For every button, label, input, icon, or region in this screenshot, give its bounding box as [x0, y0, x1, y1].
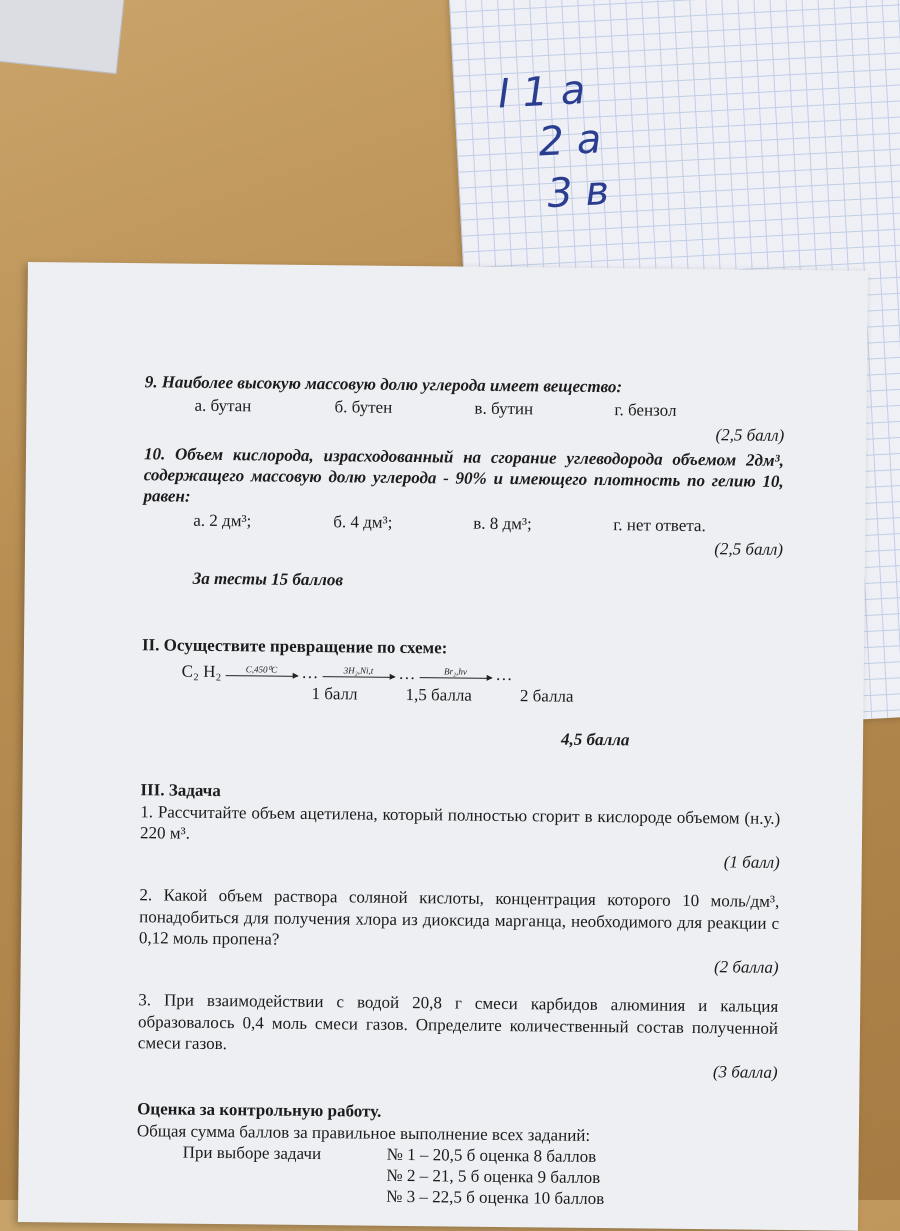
scheme-point: 1,5 балла: [405, 684, 473, 705]
question-9-points: (2,5 балл): [715, 424, 785, 445]
task-1: [140, 801, 781, 873]
arrow-1-label: C,450⁰C: [245, 663, 278, 675]
scheme-start: C₂ H₂: [181, 661, 222, 681]
task-text: 1. Рассчитайте объем ацетилена, который полностью сгорит в кислороде объемом (н.у.) 220 м³.: [139, 801, 781, 843]
question-10-title: 10. Объем кислорода, израсходованный на сгорание углеводорода объемом 2дм³, содержащего массовую долю углерода - 90% и имеющего плотность по гелию 10, равен:: [143, 443, 785, 506]
question-10-points: (2,5 балл): [714, 538, 784, 559]
grade-value: № 1 – 20,5 б оценка 8 баллов: [386, 1144, 597, 1166]
section-2: [141, 634, 782, 752]
grading-choice-label: При выборе задачи: [182, 1142, 322, 1163]
question-9: [144, 371, 785, 445]
grading-section: [136, 1098, 777, 1211]
question-9-title: 9. Наиболее высокую массовую долю углерода имеет вещество:: [144, 372, 623, 397]
task-text: 3. При взаимодействии с водой 20,8 г смеси карбидов алюминия и кальция образовалось 0,4 моль смеси газов. Определите количественный состав полученной смеси газов.: [137, 990, 779, 1053]
question-10: [143, 443, 784, 560]
option: а. бутан: [194, 396, 252, 416]
exam-content: [136, 371, 785, 1211]
arrow-icon: [419, 677, 491, 679]
section-2-total: 4,5 балла: [560, 729, 630, 750]
arrow-2: [322, 665, 394, 684]
scheme-point: 1 балл: [311, 683, 358, 704]
scheme-point: 2 балла: [519, 685, 574, 706]
arrow-icon: [322, 676, 394, 678]
option: б. бутен: [334, 397, 393, 418]
reaction-scheme: [182, 660, 782, 688]
background-paper-corner: [0, 0, 127, 74]
scheme-ellipsis: …: [398, 663, 416, 683]
task-points: (2 балла): [713, 957, 779, 977]
option: а. 2 дм³;: [193, 510, 252, 530]
arrow-2-label: 3H₂,Ni,t: [343, 664, 374, 676]
section-3-title: III. Задача: [140, 780, 221, 801]
arrow-icon: [225, 675, 297, 677]
task-points: (3 балла): [712, 1062, 778, 1082]
section-3: [137, 779, 780, 1083]
option: г. нет ответа.: [613, 514, 706, 535]
arrow-3: [419, 666, 491, 685]
option: г. бензол: [614, 400, 677, 421]
grading-title: Оценка за контрольную работу.: [137, 1099, 382, 1121]
task-3: [137, 989, 778, 1083]
section-2-title: II. Осуществите превращение по схеме:: [141, 635, 448, 658]
grading-subtitle: Общая сумма баллов за правильное выполнение всех заданий:: [136, 1120, 591, 1145]
tests-total: За тесты 15 баллов: [192, 568, 344, 590]
task-points: (1 балл): [723, 852, 780, 872]
note-line-3: 3 в: [546, 167, 611, 218]
exam-sheet: [18, 262, 868, 1231]
arrow-3-label: Br₂,hν: [443, 665, 467, 677]
task-2: [139, 884, 780, 978]
grade-value: № 3 – 22,5 б оценка 10 баллов: [386, 1187, 605, 1209]
note-line-1: I 1 a: [496, 67, 587, 118]
option: в. бутин: [474, 398, 534, 419]
note-line-2: 2 a: [537, 116, 603, 166]
option: в. 8 дм³;: [473, 513, 532, 533]
scheme-ellipsis: …: [495, 664, 513, 684]
scheme-ellipsis: …: [301, 662, 319, 682]
scheme-points: [311, 683, 781, 709]
option: б. 4 дм³;: [333, 511, 393, 532]
arrow-1: [225, 664, 297, 683]
task-text: 2. Какой объем раствора соляной кислоты, концентрация которого 10 моль/дм³, понадобиться для получения хлора из диоксида марганца, необходимого для реакции с 0,12 моль пропена?: [138, 885, 780, 949]
grade-value: № 2 – 21, 5 б оценка 9 баллов: [386, 1165, 601, 1188]
